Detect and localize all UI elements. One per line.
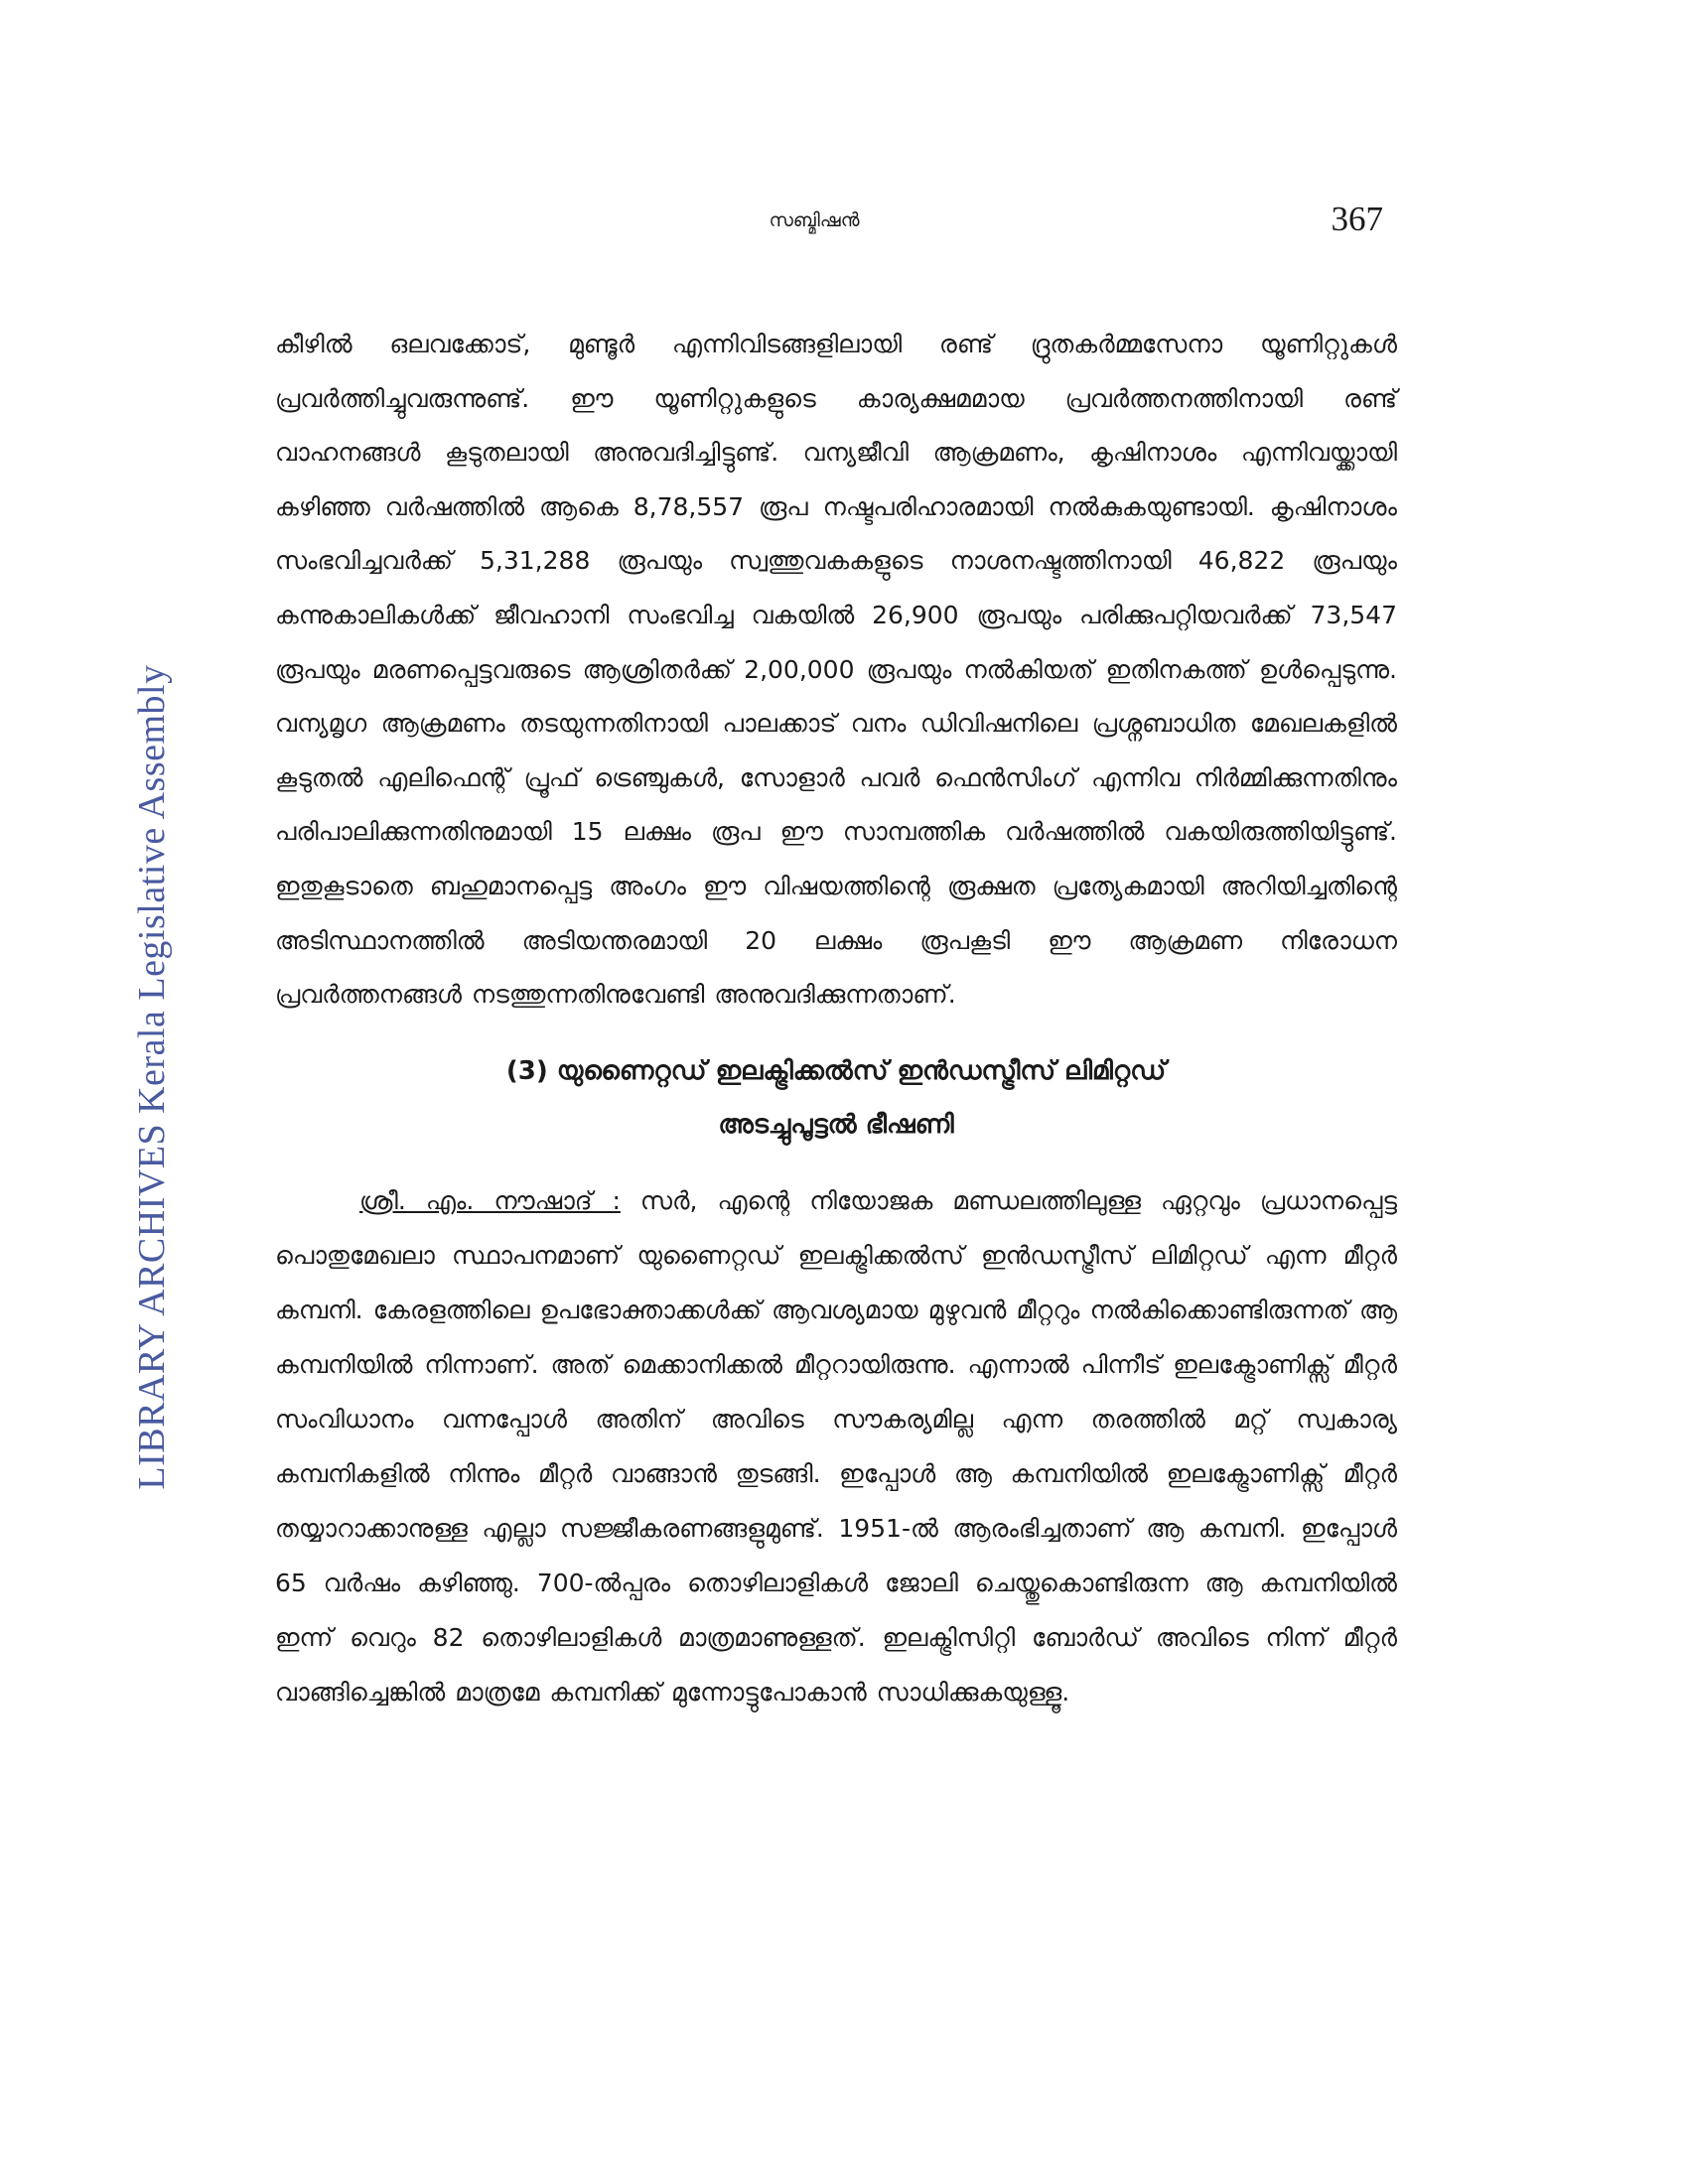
archive-watermark: LIBRARY ARCHIVES Kerala Legislative Assembly xyxy=(131,664,173,1490)
running-header xyxy=(0,200,1688,243)
section-heading xyxy=(275,1044,1397,1152)
page-body xyxy=(275,318,1397,1719)
body-paragraph-2 xyxy=(275,1173,1397,1719)
page-number: 367 xyxy=(1331,200,1383,238)
body-paragraph-1: കീഴിൽ ഒലവക്കോട്, മുണ്ടൂർ എന്നിവിടങ്ങളിലായി രണ്ട് ദ്രുതകർമ്മസേനാ യൂണിറ്റുകൾ പ്രവർത്തിച്ചുവരുന്നുണ്ട്. ഈ യൂണിറ്റുകളുടെ കാര്യക്ഷമമായ പ്രവർത്തനത്തിനായി രണ്ട് വാഹനങ്ങൾ കൂടുതലായി അനുവദിച്ചിട്ടുണ്ട്. വന്യജീവി ആക്രമണം, കൃഷിനാശം എന്നിവയ്ക്കായി കഴിഞ്ഞ വർഷത്തിൽ ആകെ 8,78,557 രൂപ നഷ്ടപരിഹാരമായി നൽകുകയുണ്ടായി. കൃഷിനാശം സംഭവിച്ചവർക്ക് 5,31,288 രൂപയും സ്വത്തുവകകളുടെ നാശനഷ്ടത്തിനായി 46,822 രൂപയും കന്നുകാലികൾക്ക് ജീവഹാനി സംഭവിച്ച വകയിൽ 26,900 രൂപയും പരിക്കുപറ്റിയവർക്ക് 73,547 രൂപയും മരണപ്പെട്ടവരുടെ ആശ്രിതർക്ക് 2,00,000 രൂപയും നൽകിയത് ഇതിനകത്ത് ഉൾപ്പെടുന്നു. വന്യമൃഗ ആക്രമണം തടയുന്നതിനായി പാലക്കാട് വനം ഡിവിഷനിലെ പ്രശ്നബാധിത മേഖലകളിൽ കൂടുതൽ എലിഫെന്റ് പ്രൂഫ് ട്രെഞ്ചുകൾ, സോളാർ പവർ ഫെൻസിംഗ് എന്നിവ നിർമ്മിക്കുന്നതിനും പരിപാലിക്കുന്നതിനുമായി 15 ലക്ഷം രൂപ ഈ സാമ്പത്തിക വർഷത്തിൽ വകയിരുത്തിയിട്ടുണ്ട്. ഇതുകൂടാതെ ബഹുമാനപ്പെട്ട അംഗം ഈ വിഷയത്തിന്റെ രൂക്ഷത പ്രത്യേകമായി അറിയിച്ചതിന്റെ അടിസ്ഥാനത്തിൽ അടിയന്തരമായി 20 ലക്ഷം രൂപകൂടി ഈ ആക്രമണ നിരോധന പ്രവർത്തനങ്ങൾ നടത്തുന്നതിനുവേണ്ടി അനുവദിക്കുന്നതാണ്. xyxy=(275,330,1397,1010)
section-heading-line-1: (3) യുണൈറ്റഡ് ഇലക്ട്രിക്കൽസ് ഇൻഡസ്ട്രീസ് ലിമിറ്റഡ് xyxy=(505,1055,1167,1086)
speaker-name: ശ്രീ. എം. നൗഷാദ് : xyxy=(359,1185,621,1215)
speech-text: സർ, എന്റെ നിയോജക മണ്ഡലത്തിലുള്ള ഏറ്റവും പ്രധാനപ്പെട്ട പൊതുമേഖലാ സ്ഥാപനമാണ് യുണൈറ്റഡ് ഇലക്ട്രിക്കൽസ് ഇൻഡസ്ട്രീസ് ലിമിറ്റഡ് എന്ന മീറ്റർ കമ്പനി. കേരളത്തിലെ ഉപഭോക്താക്കൾക്ക് ആവശ്യമായ മുഴുവൻ മീറ്ററും നൽകിക്കൊണ്ടിരുന്നത് ആ കമ്പനിയിൽ നിന്നാണ്. അത് മെക്കാനിക്കൽ മീറ്ററായിരുന്നു. എന്നാൽ പിന്നീട് ഇലക്ട്രോണിക്സ് മീറ്റർ സംവിധാനം വന്നപ്പോൾ അതിന് അവിടെ സൗകര്യമില്ല എന്ന തരത്തിൽ മറ്റ് സ്വകാര്യ കമ്പനികളിൽ നിന്നും മീറ്റർ വാങ്ങാൻ തുടങ്ങി. ഇപ്പോൾ ആ കമ്പനിയിൽ ഇലക്ട്രോണിക്സ് മീറ്റർ തയ്യാറാക്കാനുള്ള എല്ലാ സജ്ജീകരണങ്ങളുമുണ്ട്. 1951-ൽ ആരംഭിച്ചതാണ് ആ കമ്പനി. ഇപ്പോൾ 65 വർഷം കഴിഞ്ഞു. 700-ൽപ്പരം തൊഴിലാളികൾ ജോലി ചെയ്തുകൊണ്ടിരുന്ന ആ കമ്പനിയിൽ ഇന്ന് വെറും 82 തൊഴിലാളികൾ മാത്രമാണുള്ളത്. ഇലക്ട്രിസിറ്റി ബോർഡ് അവിടെ നിന്ന് മീറ്റർ വാങ്ങിച്ചെങ്കിൽ മാത്രമേ കമ്പനിക്ക് മുന്നോട്ടുപോകാൻ സാധിക്കുകയുള്ളൂ. xyxy=(275,1185,1397,1706)
section-heading-line-2: അടച്ചുപൂട്ടൽ ഭീഷണി xyxy=(718,1109,954,1140)
running-title: സബ്മിഷൻ xyxy=(769,209,860,231)
